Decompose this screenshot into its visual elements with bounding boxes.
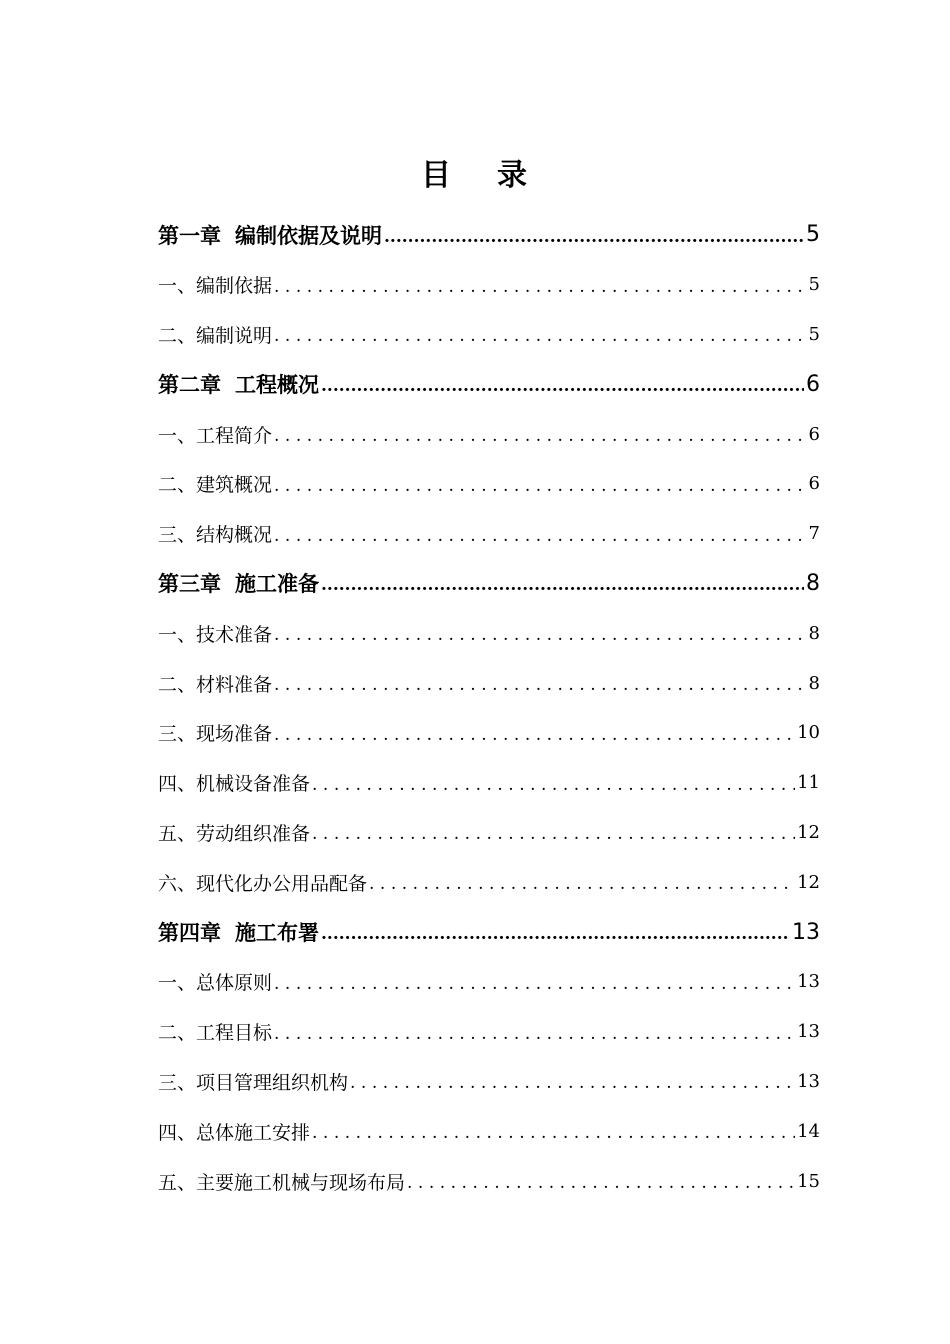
toc-entry-text: 建筑概况: [196, 474, 273, 497]
table-of-contents: [158, 210, 820, 1206]
toc-entry-number: 五、: [158, 822, 197, 845]
toc-page-number: 14: [797, 1120, 820, 1142]
toc-entry-label: [158, 369, 319, 399]
toc-section-entry[interactable]: [158, 658, 820, 708]
toc-section-entry[interactable]: [158, 758, 820, 808]
toc-entry-label: [158, 1018, 272, 1045]
toc-entry-number: 一、: [158, 972, 197, 995]
toc-section-entry[interactable]: [158, 459, 820, 509]
toc-entry-text: 编制依据及说明: [235, 222, 382, 248]
toc-dot-leader: [274, 625, 807, 645]
toc-entry-label: [158, 917, 319, 947]
toc-section-entry[interactable]: [158, 608, 820, 658]
toc-entry-text: 主要施工机械与现场布局: [196, 1171, 406, 1194]
toc-entry-text: 总体原则: [196, 972, 273, 995]
toc-entry-text: 编制依据: [196, 275, 273, 298]
toc-page-number: 5: [808, 274, 820, 296]
toc-entry-number: 三、: [158, 1071, 197, 1094]
toc-chapter-entry[interactable]: [158, 907, 820, 957]
toc-dot-leader: [274, 476, 807, 496]
toc-dot-leader: [274, 277, 807, 297]
toc-entry-label: [158, 470, 272, 497]
toc-entry-label: [158, 769, 310, 796]
toc-entry-number: 三、: [158, 524, 197, 547]
toc-page-number: 8: [808, 672, 820, 694]
toc-dot-leader: [312, 1123, 795, 1143]
toc-title-part1: 目: [421, 158, 453, 193]
toc-dot-leader: [274, 426, 807, 446]
toc-entry-number: 一、: [158, 275, 197, 298]
toc-title: [0, 150, 950, 194]
toc-dot-leader: [274, 974, 795, 994]
toc-entry-label: [158, 520, 272, 547]
toc-chapter-entry[interactable]: [158, 210, 820, 260]
toc-entry-text: 施工准备: [235, 571, 319, 597]
toc-dot-leader: [321, 376, 804, 396]
toc-section-entry[interactable]: [158, 1106, 820, 1156]
toc-entry-number: 六、: [158, 872, 197, 895]
toc-entry-number: 二、: [158, 673, 197, 696]
toc-dot-leader: [312, 775, 795, 795]
toc-entry-text: 现代化办公用品配备: [196, 872, 368, 895]
toc-dot-leader: [384, 227, 804, 247]
toc-entry-text: 项目管理组织机构: [196, 1071, 349, 1094]
toc-chapter-entry[interactable]: [158, 559, 820, 609]
toc-entry-label: [158, 819, 310, 846]
toc-page-number: 12: [797, 821, 820, 843]
toc-dot-leader: [312, 824, 795, 844]
toc-section-entry[interactable]: [158, 957, 820, 1007]
toc-dot-leader: [274, 725, 795, 745]
toc-page-number: 6: [806, 371, 820, 397]
toc-section-entry[interactable]: [158, 1156, 820, 1206]
toc-entry-text: 劳动组织准备: [196, 822, 311, 845]
toc-entry-text: 工程目标: [196, 1022, 273, 1045]
toc-entry-text: 编制说明: [196, 324, 273, 347]
toc-section-entry[interactable]: [158, 808, 820, 858]
toc-page-number: 15: [797, 1170, 820, 1192]
toc-dot-leader: [274, 526, 807, 546]
toc-page-number: 12: [797, 871, 820, 893]
toc-entry-label: [158, 271, 272, 298]
toc-entry-text: 材料准备: [196, 673, 273, 696]
toc-entry-label: [158, 220, 382, 250]
toc-dot-leader: [274, 326, 807, 346]
toc-page-number: 13: [797, 1070, 820, 1092]
toc-entry-label: [158, 568, 319, 598]
toc-entry-number: 五、: [158, 1171, 197, 1194]
toc-entry-text: 结构概况: [196, 524, 273, 547]
toc-section-entry[interactable]: [158, 409, 820, 459]
toc-entry-number: 四、: [158, 1121, 197, 1144]
toc-page-number: 6: [808, 473, 820, 495]
toc-entry-number: 第四章: [158, 920, 221, 946]
toc-section-entry[interactable]: [158, 1057, 820, 1107]
toc-entry-text: 工程简介: [196, 424, 273, 447]
toc-entry-text: 总体施工安排: [196, 1121, 311, 1144]
toc-chapter-entry[interactable]: [158, 359, 820, 409]
toc-entry-text: 工程概况: [235, 372, 319, 398]
toc-entry-label: [158, 321, 272, 348]
toc-entry-number: 四、: [158, 773, 197, 796]
toc-section-entry[interactable]: [158, 260, 820, 310]
toc-dot-leader: [274, 675, 807, 695]
toc-page-number: 8: [806, 570, 820, 596]
toc-page-number: 5: [808, 323, 820, 345]
toc-page-number: 13: [797, 1021, 820, 1043]
toc-entry-label: [158, 620, 272, 647]
toc-page-number: 10: [797, 722, 820, 744]
toc-page-number: 13: [792, 919, 820, 945]
toc-page-number: 8: [808, 622, 820, 644]
toc-entry-number: 二、: [158, 324, 197, 347]
toc-entry-text: 技术准备: [196, 623, 273, 646]
toc-entry-number: 一、: [158, 623, 197, 646]
toc-section-entry[interactable]: [158, 857, 820, 907]
toc-entry-number: 一、: [158, 424, 197, 447]
toc-entry-number: 第一章: [158, 222, 221, 248]
toc-entry-text: 现场准备: [196, 723, 273, 746]
toc-entry-number: 第二章: [158, 372, 221, 398]
toc-entry-label: [158, 719, 272, 746]
toc-entry-number: 三、: [158, 723, 197, 746]
toc-section-entry[interactable]: [158, 708, 820, 758]
toc-dot-leader: [274, 1024, 795, 1044]
toc-entry-number: 二、: [158, 474, 197, 497]
toc-dot-leader: [321, 924, 790, 944]
toc-section-entry[interactable]: [158, 1007, 820, 1057]
toc-entry-label: [158, 1068, 348, 1095]
toc-page-number: 13: [797, 971, 820, 993]
toc-entry-label: [158, 968, 272, 995]
toc-entry-number: 第三章: [158, 571, 221, 597]
toc-page-number: 11: [797, 772, 820, 794]
toc-entry-label: [158, 1118, 310, 1145]
toc-title-part2: 录: [497, 158, 529, 193]
toc-section-entry[interactable]: [158, 310, 820, 360]
toc-entry-label: [158, 869, 367, 896]
toc-dot-leader: [350, 1073, 795, 1093]
toc-entry-number: 二、: [158, 1022, 197, 1045]
toc-page-number: 7: [808, 523, 820, 545]
toc-entry-label: [158, 670, 272, 697]
toc-entry-text: 施工布署: [235, 920, 319, 946]
toc-entry-label: [158, 1168, 405, 1195]
toc-page-number: 5: [806, 222, 820, 248]
toc-entry-label: [158, 421, 272, 448]
toc-page-number: 6: [808, 423, 820, 445]
toc-dot-leader: [321, 575, 804, 595]
toc-dot-leader: [407, 1173, 795, 1193]
toc-dot-leader: [369, 874, 795, 894]
toc-section-entry[interactable]: [158, 509, 820, 559]
toc-entry-text: 机械设备准备: [196, 773, 311, 796]
